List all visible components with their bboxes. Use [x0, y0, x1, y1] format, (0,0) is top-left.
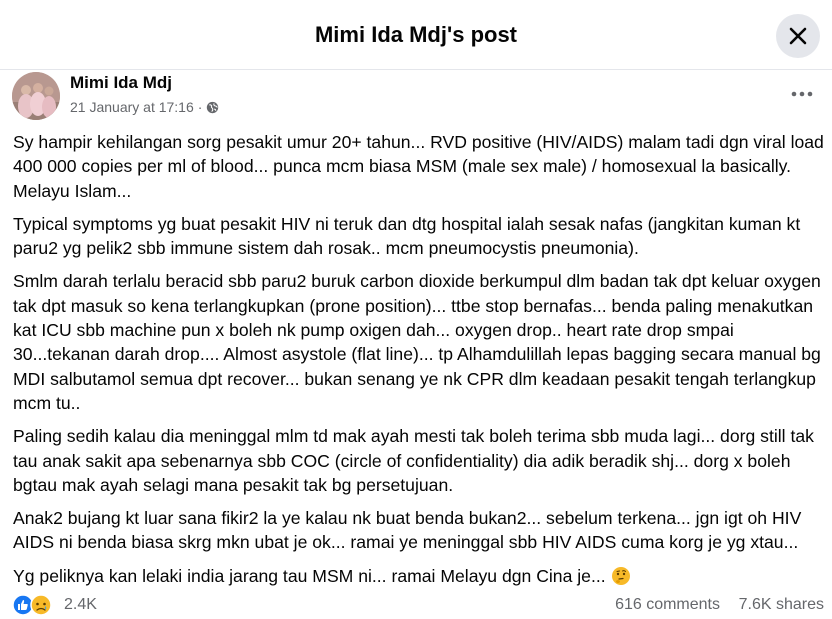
comments-count[interactable]: 616 comments — [615, 596, 720, 613]
close-icon — [788, 26, 808, 46]
reaction-icons[interactable] — [12, 594, 52, 616]
more-options-button[interactable] — [786, 82, 818, 106]
thinking-face-icon — [611, 566, 631, 586]
author-avatar[interactable] — [12, 72, 60, 120]
sad-icon — [30, 594, 52, 616]
more-dots-icon — [791, 91, 813, 97]
shares-count[interactable]: 7.6K shares — [738, 596, 824, 613]
avatar-image — [12, 72, 60, 120]
post-paragraph: Sy hampir kehilangan sorg pesakit umur 20+ tahun... RVD positive (HIV/AIDS) malam tadi dgn viral load 400 000 copies per ml of blood... punca mcm biasa MSM (male sex male) / homosexual la basically. Melayu Islam... — [13, 132, 824, 201]
globe-icon — [206, 101, 219, 114]
post-footer — [0, 592, 832, 618]
dialog-header — [0, 0, 832, 70]
post-paragraph: Anak2 bujang kt luar sana fikir2 la ye kalau nk buat benda bukan2... sebelum terkena... jgn igt oh HIV AIDS ni benda biasa skrg mkn ubat je ok... ramai ye meninggal sbb HIV AIDS cuma korg je yg xtau... — [13, 508, 802, 553]
reaction-count[interactable]: 2.4K — [64, 596, 97, 613]
post-paragraph-last — [13, 564, 825, 588]
post-paragraph: Typical symptoms yg buat pesakit HIV ni teruk dan dtg hospital ialah sesak nafas (jangkitan kuman kt paru2 yg pelik2 sbb immune sistem dah rosak.. mcm pneumocystis pneumonia). — [13, 213, 801, 259]
post-meta — [70, 99, 219, 115]
post-body — [13, 130, 825, 597]
post-paragraph-text: Yg peliknya kan lelaki india jarang tau MSM ni... ramai Melayu dgn Cina je... — [13, 565, 606, 586]
author-name[interactable]: Mimi Ida Mdj — [70, 73, 172, 92]
post-paragraph: Paling sedih kalau dia meninggal mlm td mak ayah mesti tak boleh terima sbb muda lagi... dorg still tak tau anak sakit apa sebenarnya sbb COC (circle of confidentiality) dia adik beradik shj... dorg x boleh bgtau mak ayah selagi mana pesakit tak bg persetujuan. — [13, 426, 814, 495]
close-button[interactable] — [776, 14, 820, 58]
dialog-title: Mimi Ida Mdj's post — [314, 22, 518, 47]
post-paragraph: Smlm darah terlalu beracid sbb paru2 buruk carbon dioxide berkumpul dlm badan tak dpt keluar oxygen tak dpt masuk so kena terlangkupkan (prone position)... ttbe stop bernafas... benda paling menakutkan kat ICU sbb machine pun x boleh nk pump oxigen dah... oxygen drop.. heart rate drop smpai 30...tekanan darah drop.... Almost asystole (flat line)... tp Alhamdulillah lepas bagging secara manual bg MDI salbutamol semua dpt recover... bukan senang ye nk CPR dlm keadaan pesakit tengah terlangkup mcm tu.. — [13, 271, 821, 413]
post-timestamp[interactable]: 21 January at 17:16 — [70, 99, 194, 115]
meta-separator: · — [197, 99, 203, 115]
